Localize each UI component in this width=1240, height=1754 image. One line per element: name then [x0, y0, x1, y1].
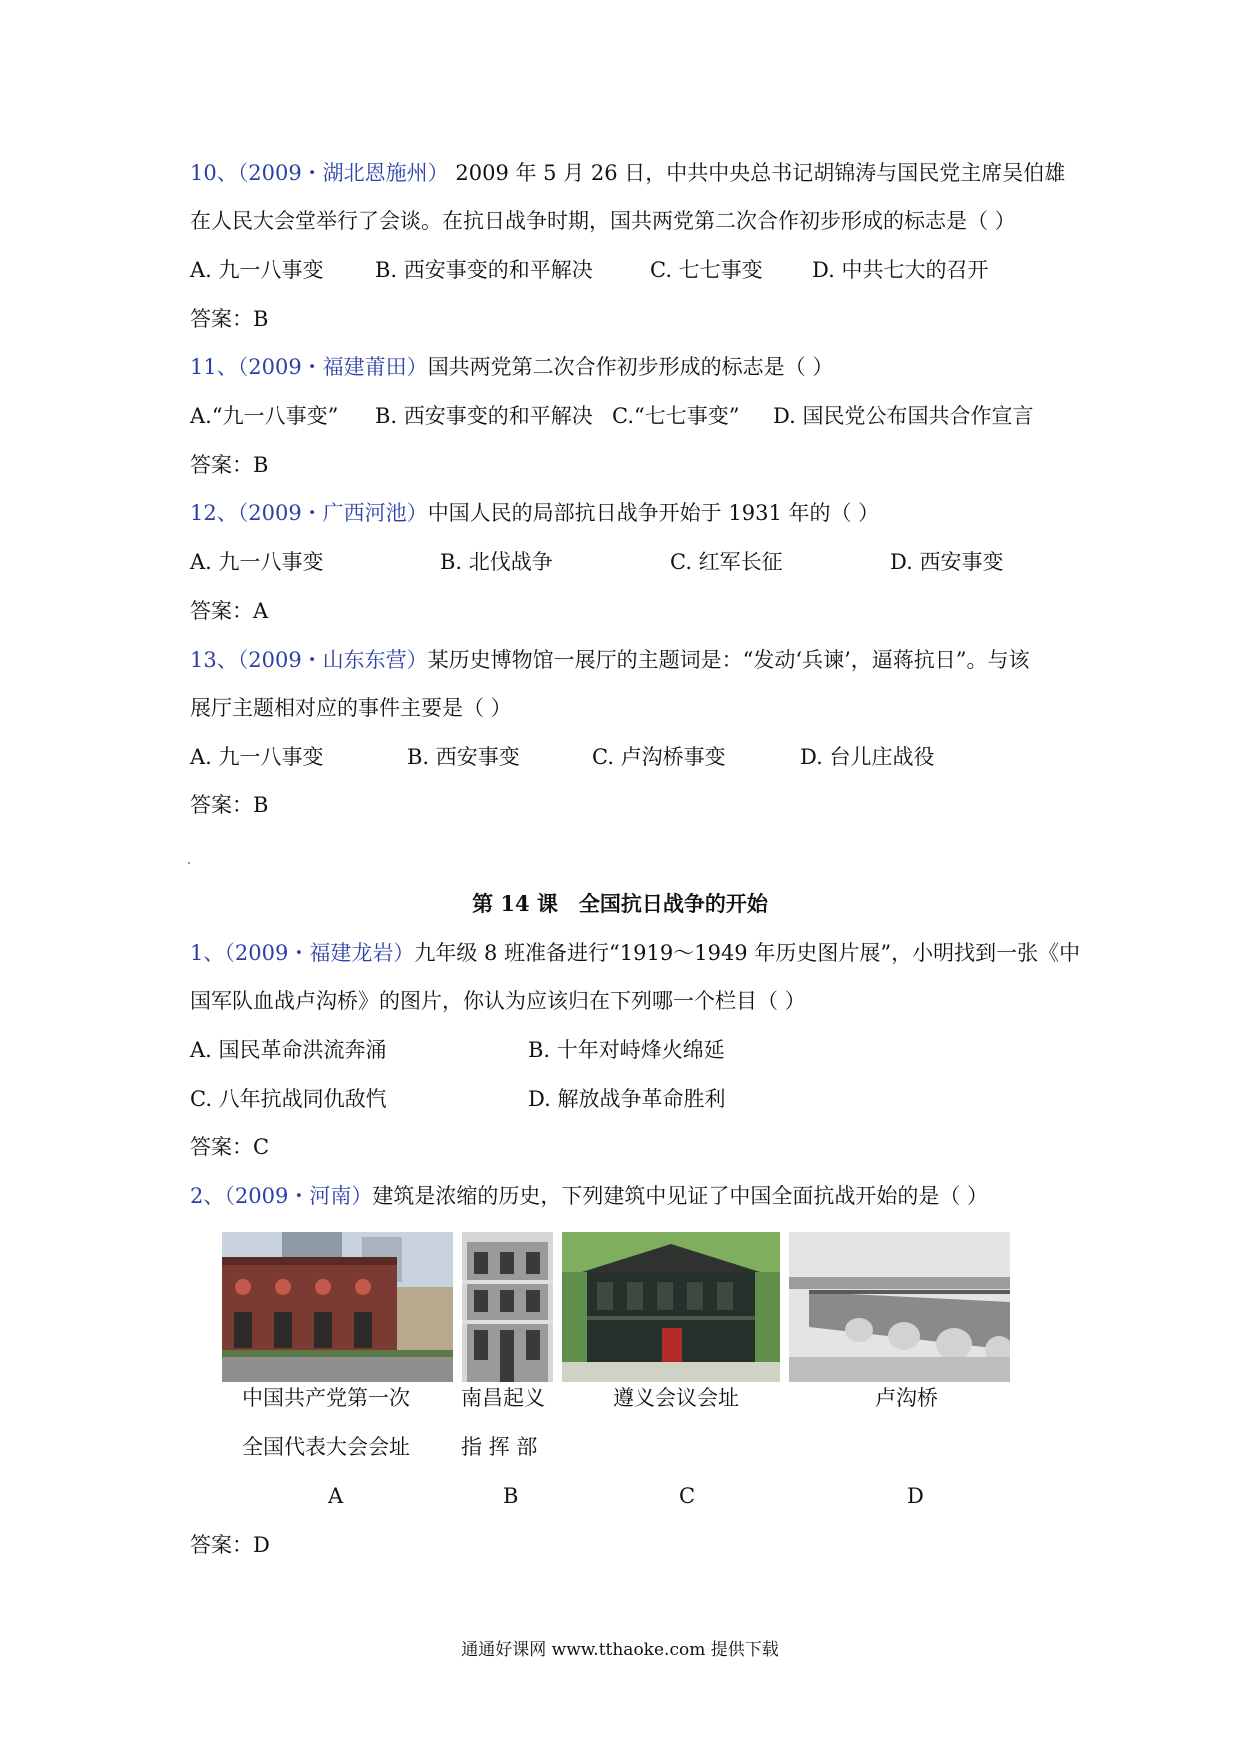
- caption-a-line1: 中国共产党第一次: [242, 1386, 410, 1410]
- l1-number: 1、: [190, 941, 225, 965]
- q12-option-a: A. 九一八事变: [190, 550, 324, 574]
- q13-number: 13、: [190, 648, 238, 672]
- q11-line1: [190, 352, 1070, 382]
- q10-number: 10、: [190, 161, 238, 185]
- l1-option-b: B. 十年对峙烽火绵延: [528, 1038, 725, 1062]
- q13-option-d: D. 台儿庄战役: [800, 745, 935, 769]
- q10-line2: 在人民大会堂举行了会谈。在抗日战争时期，国共两党第二次合作初步形成的标志是（ ）: [190, 209, 1016, 233]
- l2-answer: 答案：D: [190, 1533, 270, 1557]
- q13-text1: 某历史博物馆一展厅的主题词是：“发动‘兵谏’，逼蒋抗日”。与该: [427, 648, 1030, 672]
- q11-option-b: B. 西安事变的和平解决: [375, 404, 593, 428]
- l2-source: （2009・河南）: [224, 1184, 373, 1208]
- q12-option-d: D. 西安事变: [890, 550, 1004, 574]
- q11-answer: 答案：B: [190, 453, 269, 477]
- caption-a-letter: A: [328, 1484, 344, 1508]
- l1-line1: [190, 938, 1081, 968]
- q10-answer: 答案：B: [190, 307, 269, 331]
- caption-c-letter: C: [679, 1484, 696, 1508]
- page-footer: 通通好课网 www.tthaoke.com 提供下载: [461, 1640, 779, 1660]
- photo-nanchang-uprising-hq: [462, 1232, 553, 1382]
- photo-lugou-bridge: [789, 1232, 1010, 1382]
- q11-option-c: C.“七七事变”: [612, 404, 740, 428]
- q10-option-a: A. 九一八事变: [190, 258, 324, 282]
- caption-b-line2: 指 挥 部: [461, 1435, 538, 1459]
- q12-source: （2009・广西河池）: [237, 501, 428, 525]
- l1-option-d: D. 解放战争革命胜利: [528, 1087, 726, 1111]
- photo-first-congress-site: [222, 1232, 453, 1382]
- q13-answer: 答案：B: [190, 793, 269, 817]
- caption-c-line1: 遵义会议会址: [613, 1386, 739, 1410]
- q12-answer: 答案：A: [190, 599, 269, 623]
- q12-option-c: C. 红军长征: [670, 550, 783, 574]
- l1-source: （2009・福建龙岩）: [224, 941, 415, 965]
- caption-d-letter: D: [907, 1484, 924, 1508]
- q11-option-a: A.“九一八事变”: [190, 404, 339, 428]
- l1-line2: 国军队血战卢沟桥》的图片，你认为应该归在下列哪一个栏目（ ）: [190, 989, 806, 1013]
- photo-zunyi-meeting-site: [562, 1232, 780, 1382]
- q13-line1: [190, 645, 1070, 675]
- q11-option-d: D. 国民党公布国共合作宣言: [773, 404, 1034, 428]
- q11-number: 11、: [190, 355, 238, 379]
- q10-option-b: B. 西安事变的和平解决: [375, 258, 593, 282]
- l1-text1: 九年级 8 班准备进行“1919～1949 年历史图片展”，小明找到一张《中: [414, 941, 1081, 965]
- q11-source: （2009・福建莆田）: [237, 355, 428, 379]
- q11-text1: 国共两党第二次合作初步形成的标志是（ ）: [427, 355, 834, 379]
- q10-option-c: C. 七七事变: [650, 258, 763, 282]
- q12-number: 12、: [190, 501, 238, 525]
- caption-b-letter: B: [503, 1484, 519, 1508]
- l1-option-a: A. 国民革命洪流奔涌: [190, 1038, 387, 1062]
- l2-text1: 建筑是浓缩的历史，下列建筑中见证了中国全面抗战开始的是（ ）: [372, 1184, 989, 1208]
- l1-answer: 答案：C: [190, 1135, 270, 1159]
- q10-text1: 2009 年 5 月 26 日，中共中央总书记胡锦涛与国民党主席吴伯雄: [448, 161, 1066, 185]
- q10-source: （2009・湖北恩施州）: [237, 161, 449, 185]
- q13-line2: 展厅主题相对应的事件主要是（ ）: [190, 696, 512, 720]
- lesson-heading: 第 14 课 全国抗日战争的开始: [472, 891, 768, 916]
- q13-option-a: A. 九一八事变: [190, 745, 324, 769]
- q13-source: （2009・山东东营）: [237, 648, 428, 672]
- q13-option-c: C. 卢沟桥事变: [592, 745, 726, 769]
- caption-b-line1: 南昌起义: [461, 1386, 545, 1410]
- l1-option-c: C. 八年抗战同仇敌忾: [190, 1087, 387, 1111]
- l2-line1: [190, 1181, 1070, 1211]
- l2-number: 2、: [190, 1184, 225, 1208]
- q12-text1: 中国人民的局部抗日战争开始于 1931 年的（ ）: [427, 501, 880, 525]
- caption-d-line1: 卢沟桥: [875, 1386, 938, 1410]
- q12-option-b: B. 北伐战争: [440, 550, 553, 574]
- q13-option-b: B. 西安事变: [407, 745, 520, 769]
- q10-line1: [190, 158, 1070, 188]
- stray-dot: [188, 862, 190, 864]
- q10-option-d: D. 中共七大的召开: [812, 258, 989, 282]
- caption-a-line2: 全国代表大会会址: [242, 1435, 410, 1459]
- q12-line1: [190, 498, 1070, 528]
